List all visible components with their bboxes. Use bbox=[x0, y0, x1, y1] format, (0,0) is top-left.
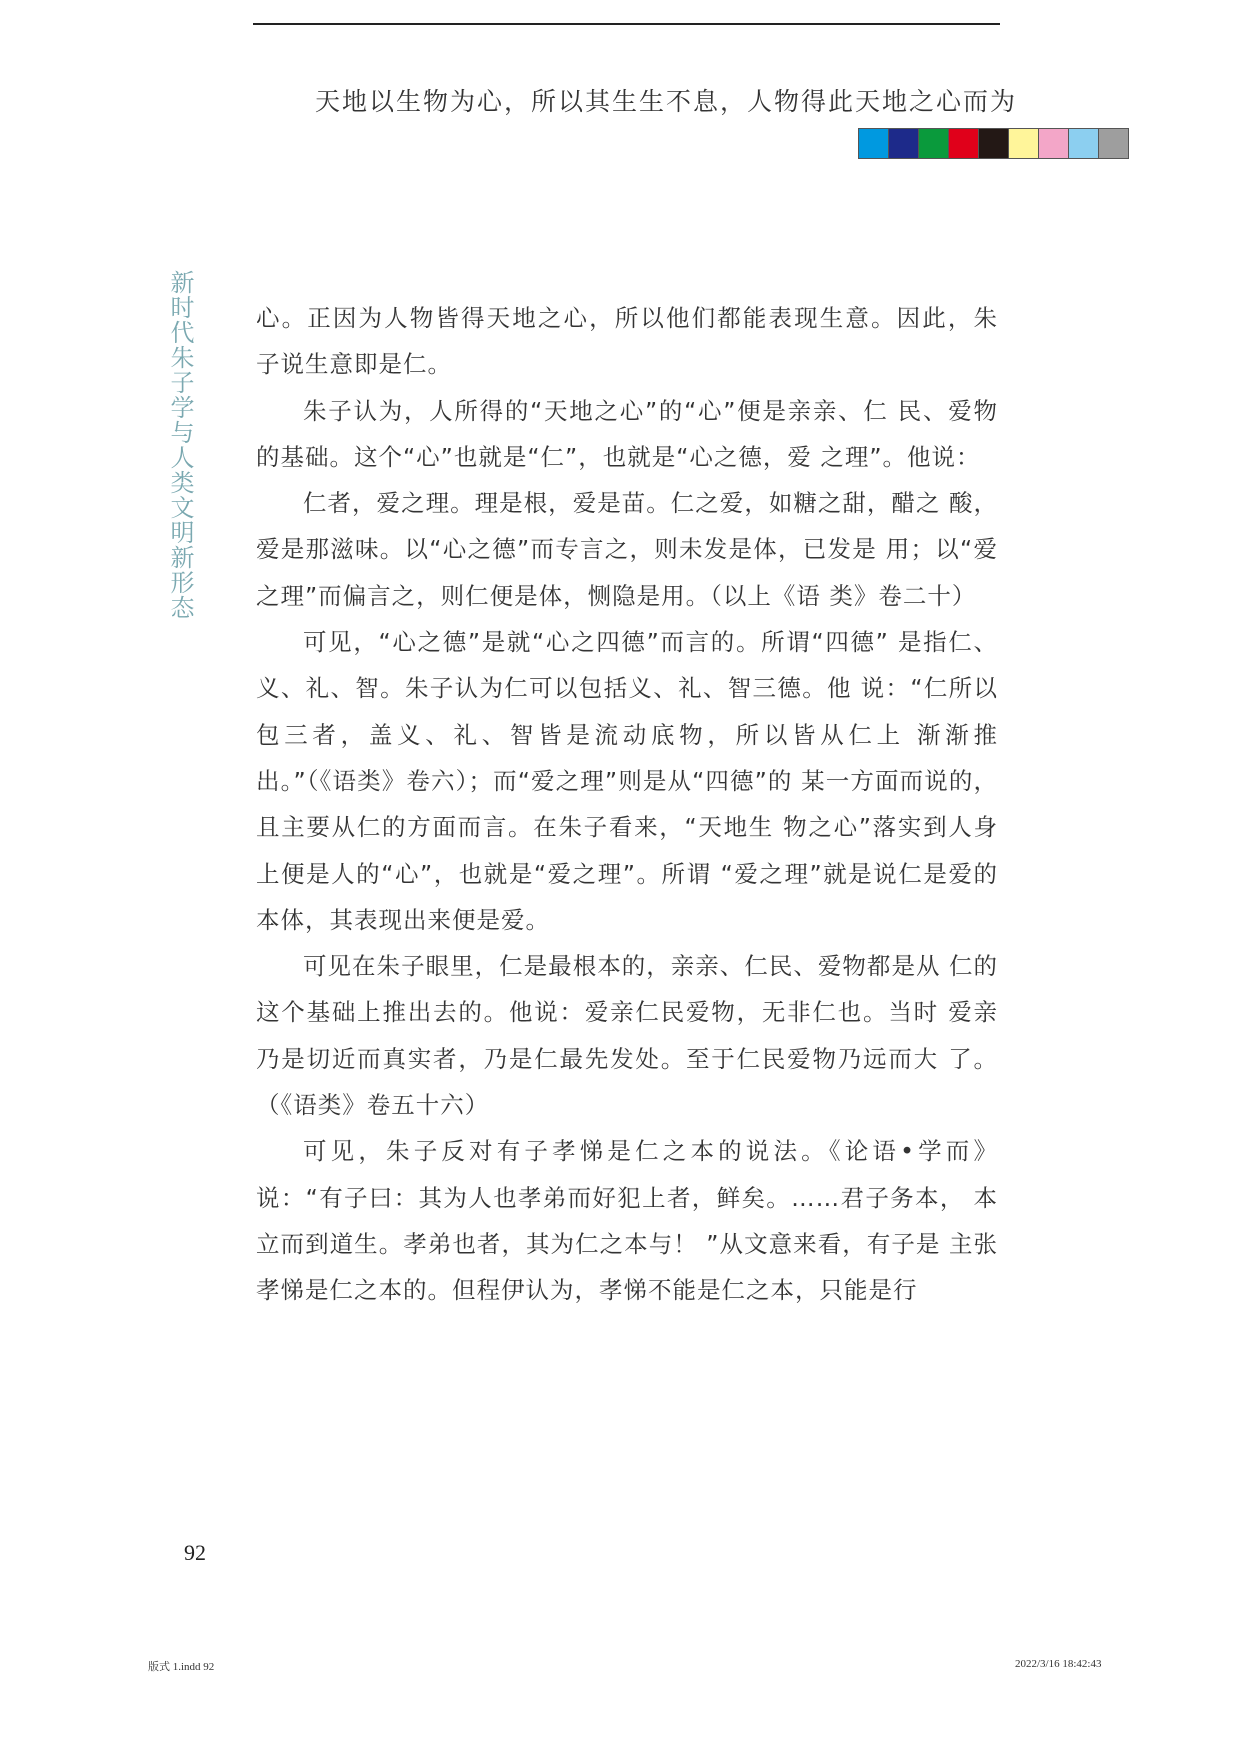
quotation-paragraph: 仁者，爱之理。理是根，爱是苗。仁之爱，如糖之甜，醋之 酸，爱是那滋味。以“心之德”而专言之，则未发是体，已发是 用；以“爱之理”而偏言之，则仁便是体，恻隐是用。（以上《语 类》卷二十） bbox=[256, 489, 998, 610]
paragraph: 可见在朱子眼里，仁是最根本的，亲亲、仁民、爱物都是从 仁的这个基础上推出去的。他说：爱亲仁民爱物，无非仁也。当时 爱亲乃是切近而真实者，乃是仁最先发处。至于仁民爱物乃远而大 了。（《语类》卷五十六） bbox=[256, 952, 998, 1120]
color-swatch-yellow bbox=[1009, 129, 1039, 158]
color-swatch-pink bbox=[1039, 129, 1069, 158]
print-slug-timestamp: 2022/3/16 18:42:43 bbox=[1015, 1658, 1102, 1670]
print-slug-file: 版式 1.indd 92 bbox=[148, 1661, 215, 1673]
paragraph: 可见，朱子反对有子孝悌是仁之本的说法。《论语•学而》 说：“有子曰：其为人也孝弟而好犯上者，鲜矣。……君子务本， 本立而到道生。孝弟也者，其为仁之本与！ ”从文意来看，有子是 主张孝悌是仁之本的。但程伊认为，孝悌不能是仁之本，只能是行 bbox=[256, 1137, 998, 1305]
body-text bbox=[256, 295, 998, 1314]
color-swatch-black bbox=[979, 129, 1009, 158]
color-swatch-red bbox=[949, 129, 979, 158]
color-swatch-green bbox=[919, 129, 949, 158]
color-swatch-navy bbox=[889, 129, 919, 158]
header-rule bbox=[253, 23, 1000, 25]
running-book-title: 新时代朱子学与人类文明新形态 bbox=[166, 270, 194, 620]
page-number: 92 bbox=[184, 1540, 206, 1565]
color-swatch-gray bbox=[1099, 129, 1128, 158]
color-swatch-cyan bbox=[859, 129, 889, 158]
continued-line: 天地以生物为心，所以其生生不息，人物得此天地之心而为 bbox=[315, 87, 1018, 116]
color-calibration-bar bbox=[858, 128, 1129, 159]
paragraph: 心。正因为人物皆得天地之心，所以他们都能表现生意。因此，朱 子说生意即是仁。 bbox=[256, 304, 998, 379]
color-swatch-light-blue bbox=[1069, 129, 1099, 158]
paragraph: 可见，“心之德”是就“心之四德”而言的。所谓“四德” 是指仁、义、礼、智。朱子认为仁可以包括义、礼、智三德。他 说：“仁所以包三者，盖义、礼、智皆是流动底物，所以皆从仁上 渐渐推出。”（《语类》卷六）；而“爱之理”则是从“四德”的 某一方面而说的，且主要从仁的方面而言。在朱子看来，“天地生 物之心”落实到人身上便是人的“心”，也就是“爱之理”。所谓 “爱之理”就是说仁是爱的本体，其表现出来便是爱。 bbox=[256, 628, 998, 934]
paragraph: 朱子认为，人所得的“天地之心”的“心”便是亲亲、仁 民、爱物的基础。这个“心”也就是“仁”，也就是“心之德，爱 之理”。他说： bbox=[256, 396, 998, 471]
